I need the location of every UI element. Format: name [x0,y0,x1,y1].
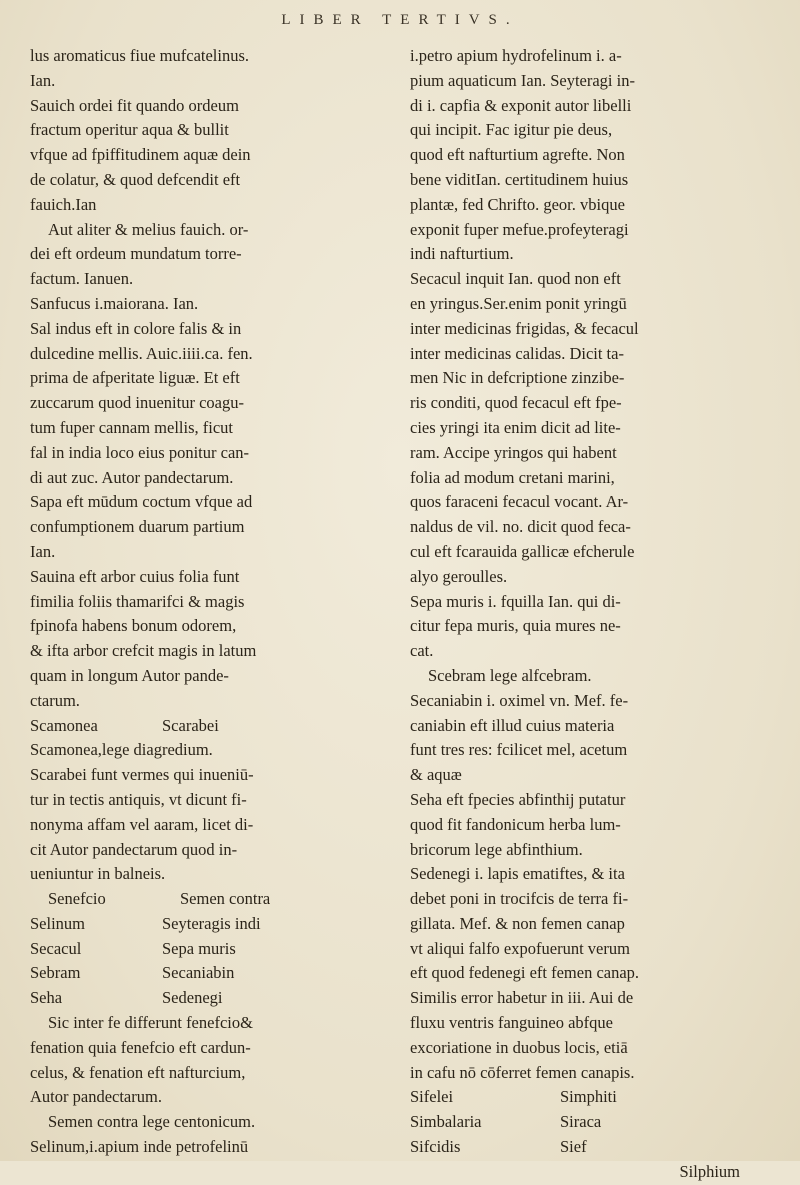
text-line: quod eft nafturtium agrefte. Non [410,145,625,165]
index-term: Sifelei [410,1087,454,1107]
text-line: lus aromaticus fiue mufcatelinus. [30,46,250,65]
index-term: Semen contra [180,889,271,909]
text-line: fractum operitur aqua & bullit [30,120,229,140]
text-line: dei eft ordeum mundatum torre- [30,244,242,264]
text-line: Selinum,i.apium inde petrofelinū [30,1137,249,1157]
index-term: Secacul [30,938,82,958]
index-term: Scamonea [30,715,98,735]
text-line: Ian. [30,70,56,90]
index-term: Sedenegi [162,988,223,1008]
text-line: funt tres res: fcilicet mel, acetum [410,740,628,760]
text-line: i.petro apium hydrofelinum i. a- [410,46,622,65]
text-line [410,1135,760,1160]
text-line: Sedenegi i. lapis ematiftes, & ita [410,864,625,884]
text-line: tum fuper cannam mellis, ficut [30,417,233,437]
left-column [30,44,380,1160]
text-line: Aut aliter & melius fauich. or- [48,219,249,239]
index-term: Selinum [30,913,86,933]
text-line: qui incipit. Fac igitur pie deus, [410,120,613,140]
text-line: gillata. Mef. & non femen canap [410,913,625,933]
text-line: di i. capfia & exponit autor libelli [410,95,632,115]
text-line: debet poni in trocifcis de terra fi- [410,889,629,909]
text-line: Sauina eft arbor cuius folia funt [30,566,240,586]
text-line: Scarabei funt vermes qui inueniū- [30,765,254,785]
index-term: Seha [30,988,63,1008]
index-term: Seyteragis indi [162,913,261,933]
text-line: & aquæ [410,765,462,785]
text-line: Sapa eft mūdum coctum vfque ad [30,492,253,512]
text-line [30,961,380,986]
text-line: folia ad modum cretani marini, [410,467,615,487]
text-line: prima de afperitate liguæ. Et eft [30,368,240,388]
index-term: Simbalaria [410,1112,482,1132]
text-line: inter medicinas calidas. Dicit ta- [410,343,624,363]
text-line: in cafu nō cōferret femen canapis. [410,1062,635,1082]
index-term: Senefcio [48,889,106,909]
right-column [410,44,760,1185]
index-term: Scarabei [162,715,219,735]
text-line: ctarum. [30,690,80,710]
text-line: celus, & fenation eft nafturcium, [30,1062,246,1082]
text-line: fal in india loco eius ponitur can- [30,442,250,462]
index-term: Sepa muris [162,938,236,958]
text-line: eft quod fedenegi eft femen canap. [410,963,640,983]
text-line: fenation quia fenefcio eft cardun- [30,1037,251,1057]
text-line [30,986,380,1011]
text-line: pium aquaticum Ian. Seyteragi in- [410,70,635,90]
text-line: & ifta arbor crefcit magis in latum [30,641,257,661]
text-line [30,912,380,937]
index-term: Sifcidis [410,1137,461,1157]
running-head: LIBER TERTIVS. [281,12,519,28]
text-line: inter medicinas frigidas, & fecacul [410,318,639,338]
text-line: Autor pandectarum. [30,1087,162,1107]
text-line: naldus de vil. no. dicit quod feca- [410,517,631,537]
text-line: confumptionem duarum partium [30,517,245,537]
text-line: Scamonea,lege diagredium. [30,740,213,760]
text-line: alyo geroulles. [410,566,508,586]
text-line: cies yringi ita enim dicit ad lite- [410,417,621,437]
text-line: Secacul inquit Ian. quod non eft [410,269,621,289]
text-line: vfque ad fpiffitudinem aquæ dein [30,145,251,165]
text-line: di aut zuc. Autor pandectarum. [30,467,234,487]
text-line: caniabin eft illud cuius materia [410,715,615,735]
text-line: fpinofa habens bonum odorem, [30,616,237,636]
text-line: Sic inter fe differunt fenefcio& [48,1013,253,1033]
text-line: Secaniabin i. oximel vn. Mef. fe- [410,690,629,710]
text-line: fauich.Ian [30,194,97,214]
text-line: tur in tectis antiquis, vt dicunt fi- [30,789,247,809]
index-term: Sebram [30,963,81,983]
text-line: Sauich ordei fit quando ordeum [30,95,239,115]
index-term: Siraca [560,1112,602,1132]
text-line: excoriatione in duobus locis, etiā [410,1037,628,1057]
text-line: ueniuntur in balneis. [30,864,166,884]
text-line: bricorum lege abfinthium. [410,839,583,859]
text-line: Semen contra lege centonicum. [48,1112,256,1132]
index-term: Secaniabin [162,963,235,983]
text-line: men Nic in defcriptione zinzibe- [410,368,625,388]
text-line: en yringus.Ser.enim ponit yringū [410,293,627,313]
text-line: vt aliqui falfo expofuerunt verum [410,938,630,958]
text-line: quos faraceni fecacul vocant. Ar- [410,492,629,512]
text-line: de colatur, & quod defcendit eft [30,169,241,189]
text-line: plantæ, fed Chrifto. geor. vbique [410,194,625,214]
text-line [410,1085,760,1110]
text-line: Sal indus eft in colore falis & in [30,318,242,338]
text-line: quam in longum Autor pande- [30,665,229,685]
text-line: cat. [410,641,434,661]
text-line: fluxu ventris fanguineo abfque [410,1013,613,1033]
text-line [30,937,380,962]
text-line: cul eft fcarauida gallicæ efcherule [410,541,635,561]
text-line: bene viditIan. certitudinem huius [410,169,629,189]
text-line: factum. Ianuen. [30,269,134,289]
index-term: Simphiti [560,1087,617,1107]
text-line: Seha eft fpecies abfinthij putatur [410,789,626,809]
text-line: quod fit fandonicum herba lum- [410,814,621,834]
text-line: Silphium [679,1161,740,1181]
text-line [410,1110,760,1135]
text-line: fimilia foliis thamarifci & magis [30,591,245,611]
text-line: zuccarum quod inuenitur coagu- [30,393,244,413]
text-line: Scebram lege alfcebram. [428,665,592,685]
index-term: Sief [560,1137,587,1157]
text-line: dulcedine mellis. Auic.iiii.ca. fen. [30,343,253,363]
text-line [30,887,380,912]
text-line: ris conditi, quod fecacul eft fpe- [410,393,622,413]
text-line: cit Autor pandectarum quod in- [30,839,238,859]
text-line: Sepa muris i. fquilla Ian. qui di- [410,591,621,611]
text-line: exponit fuper mefue.profeyteragi [410,219,629,239]
text-line: Ian. [30,541,56,561]
text-line: Sanfucus i.maiorana. Ian. [30,293,199,313]
text-line: citur fepa muris, quia mures ne- [410,616,621,636]
text-line: Similis error habetur in iii. Aui de [410,988,634,1008]
text-line: ram. Accipe yringos qui habent [410,442,617,462]
text-line [30,714,380,739]
text-line: indi nafturtium. [410,244,514,264]
text-line: nonyma affam vel aaram, licet di- [30,814,254,834]
